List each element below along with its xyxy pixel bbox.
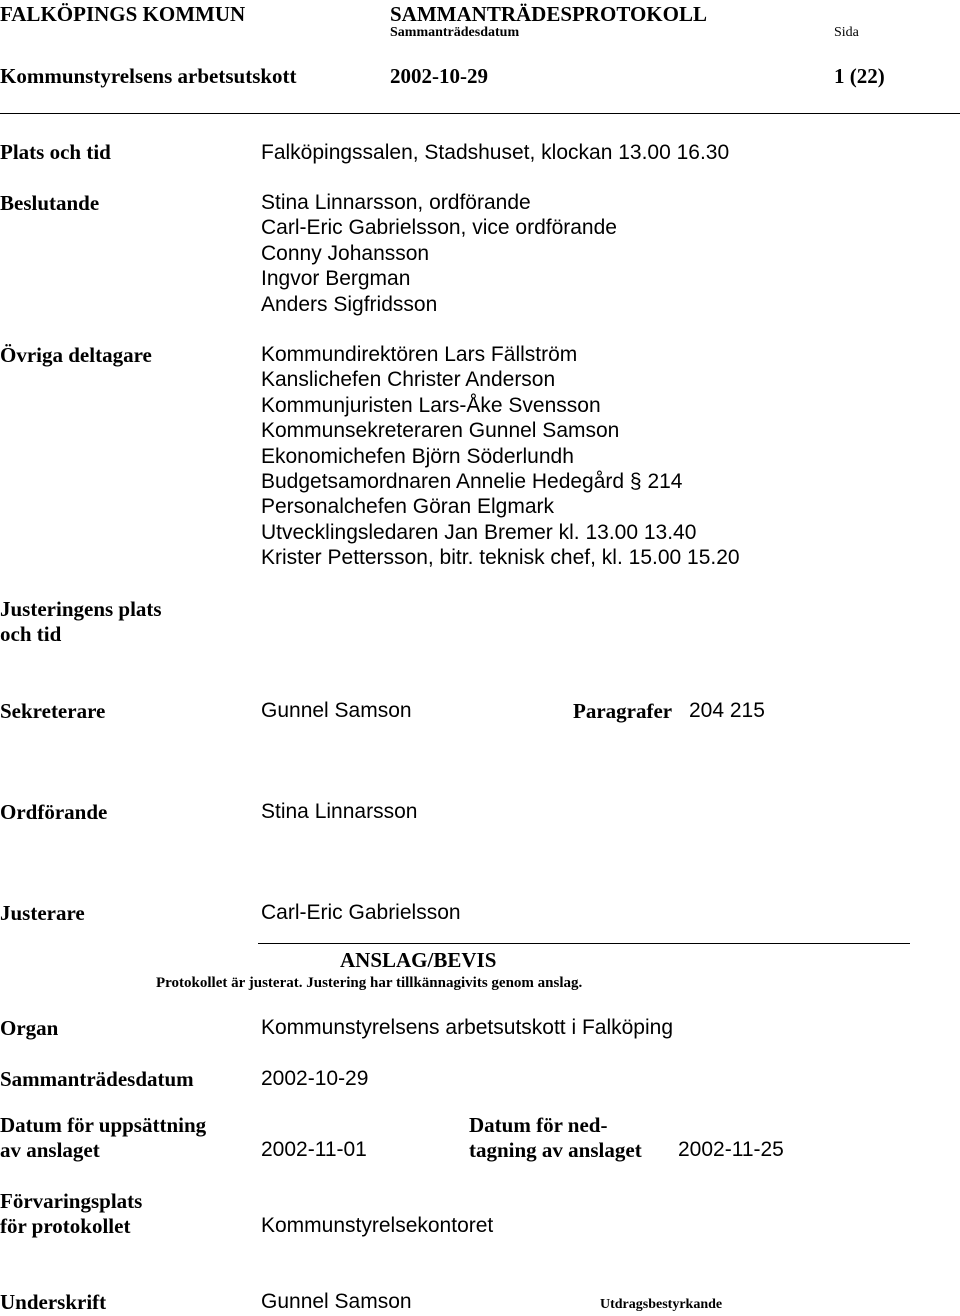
list-item: Krister Pettersson, bitr. teknisk chef, kl. 15.00 15.20 bbox=[261, 546, 740, 570]
list-item: Stina Linnarsson, ordförande bbox=[261, 191, 531, 214]
secretary-label: Sekreterare bbox=[0, 699, 106, 723]
place-label: Plats och tid bbox=[0, 140, 111, 164]
meeting-date-value: 2002-10-29 bbox=[261, 1067, 369, 1090]
chair-label: Ordförande bbox=[0, 800, 108, 824]
extract-certification-label: Utdragsbestyrkande bbox=[600, 1297, 723, 1312]
posting-label-cont: av anslaget bbox=[0, 1138, 100, 1162]
storage-label: Förvaringsplats bbox=[0, 1189, 143, 1213]
meeting-date-caption: Sammanträdesdatum bbox=[390, 25, 520, 40]
list-item: Kanslichefen Christer Anderson bbox=[261, 368, 556, 392]
list-item: Carl-Eric Gabrielsson, vice ordförande bbox=[261, 216, 617, 240]
header-divider bbox=[0, 113, 960, 114]
deciding-label: Beslutande bbox=[0, 191, 100, 215]
others-list bbox=[261, 342, 740, 571]
signature-value: Gunnel Samson bbox=[261, 1290, 412, 1313]
paragraphs-value: 204 215 bbox=[689, 699, 765, 722]
header-date: 2002-10-29 bbox=[390, 64, 488, 88]
page-caption: Sida bbox=[834, 25, 859, 40]
signature-label: Underskrift bbox=[0, 1290, 107, 1314]
removal-label-cont: tagning av anslaget bbox=[469, 1138, 642, 1162]
organ-value: Kommunstyrelsens arbetsutskott i Falköping bbox=[261, 1016, 674, 1039]
chair-value: Stina Linnarsson bbox=[261, 800, 418, 823]
list-item: Ekonomichefen Björn Söderlundh bbox=[261, 444, 574, 468]
removal-label: Datum för ned- bbox=[469, 1113, 608, 1137]
list-item: Budgetsamordnaren Annelie Hedegård § 214 bbox=[261, 470, 683, 494]
list-item: Conny Johansson bbox=[261, 241, 430, 265]
list-item: Anders Sigfridsson bbox=[261, 292, 438, 316]
adjuster-label: Justerare bbox=[0, 901, 85, 925]
list-item: Ingvor Bergman bbox=[261, 267, 411, 291]
notice-subtitle: Protokollet är justerat. Justering har tillkännagivits genom anslag. bbox=[156, 975, 583, 991]
list-item: Utvecklingsledaren Jan Bremer kl. 13.00 13.40 bbox=[261, 520, 697, 544]
place-value: Falköpingssalen, Stadshuset, klockan 13.00 16.30 bbox=[261, 141, 730, 164]
posting-label: Datum för uppsättning bbox=[0, 1113, 207, 1137]
page-number: 1 (22) bbox=[834, 64, 885, 88]
removal-date-value: 2002-11-25 bbox=[678, 1138, 784, 1161]
secretary-value: Gunnel Samson bbox=[261, 699, 412, 722]
storage-value: Kommunstyrelsekontoret bbox=[261, 1214, 494, 1237]
document-type: SAMMANTRÄDESPROTOKOLL bbox=[390, 2, 707, 26]
notice-title: ANSLAG/BEVIS bbox=[340, 948, 497, 972]
adjuster-value: Carl-Eric Gabrielsson bbox=[261, 901, 461, 924]
deciding-list bbox=[261, 190, 617, 317]
adjust-time-label: och tid bbox=[0, 622, 62, 646]
list-item: Kommundirektören Lars Fällström bbox=[261, 343, 578, 366]
storage-label-cont: för protokollet bbox=[0, 1214, 131, 1238]
list-item: Kommunjuristen Lars-Åke Svensson bbox=[261, 393, 601, 417]
org-name: FALKÖPINGS KOMMUN bbox=[0, 2, 246, 26]
others-label: Övriga deltagare bbox=[0, 343, 152, 367]
posting-date-value: 2002-11-01 bbox=[261, 1138, 367, 1161]
notice-divider bbox=[258, 943, 910, 944]
paragraphs-label: Paragrafer bbox=[573, 699, 673, 723]
meeting-date-label: Sammanträdesdatum bbox=[0, 1067, 194, 1091]
list-item: Kommunsekreteraren Gunnel Samson bbox=[261, 419, 620, 443]
list-item: Personalchefen Göran Elgmark bbox=[261, 495, 554, 519]
organ-label: Organ bbox=[0, 1016, 59, 1040]
adjust-place-label: Justeringens plats bbox=[0, 597, 162, 621]
committee-name: Kommunstyrelsens arbetsutskott bbox=[0, 64, 297, 88]
